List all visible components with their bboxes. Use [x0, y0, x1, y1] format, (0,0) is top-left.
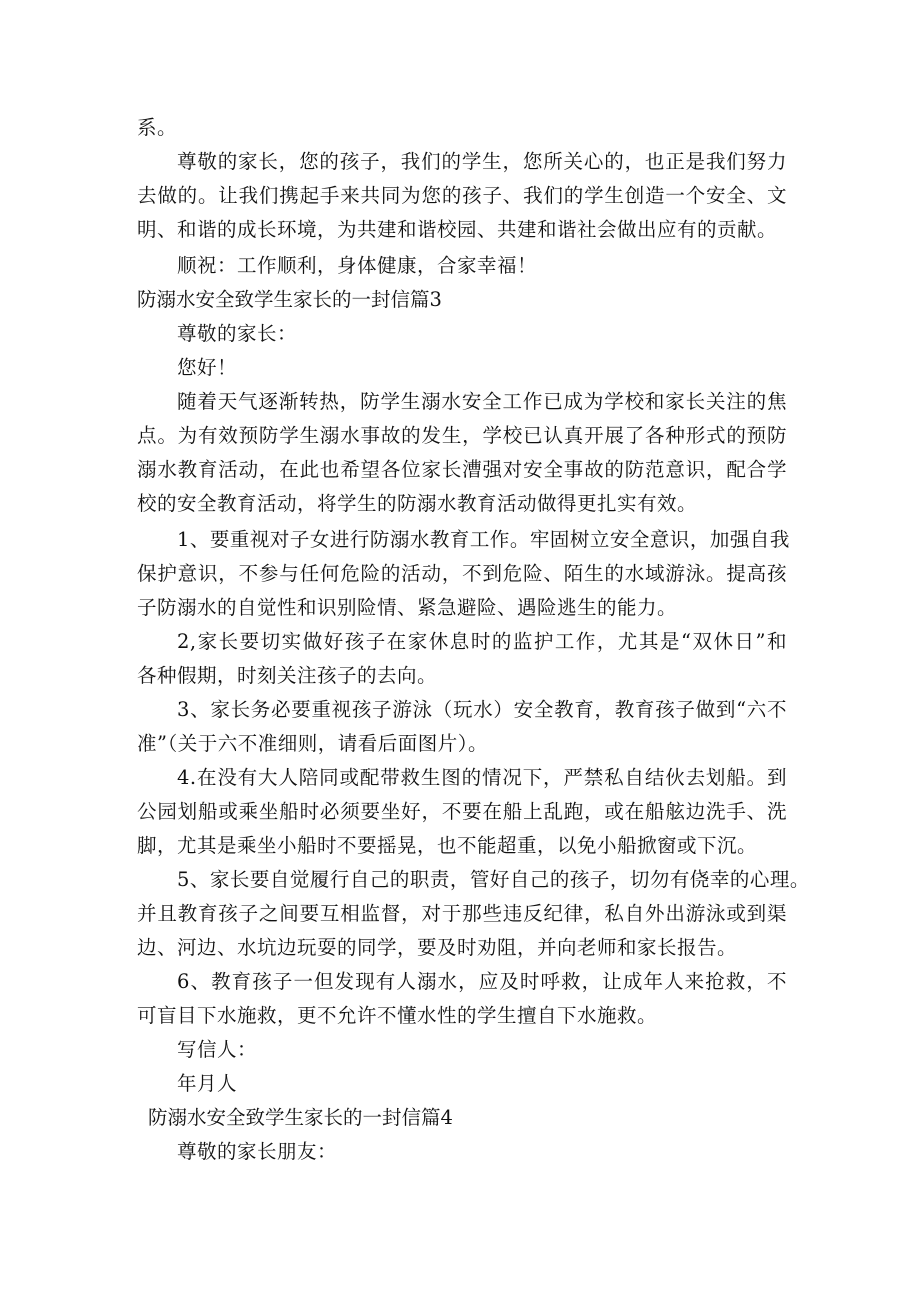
list-item-line: 4.在没有大人陪同或配带救生图的情况下，严禁私自结伙去划船。到 — [177, 766, 787, 789]
list-item-line: 各种假期，时刻关注孩子的去向。 — [137, 664, 438, 687]
list-item-line: 子防溺水的自觉性和识别险情、紧急避险、遇险逃生的能力。 — [137, 596, 678, 619]
paragraph-line: 明、和谐的成长环境，为共建和谐校园、共建和谐社会做出应有的贡献。 — [137, 218, 778, 241]
section-title: 防溺水安全致学生家长的一封信篇4 — [148, 1106, 453, 1129]
closing-line: 顺祝：工作顺利，身体健康，合家幸福！ — [177, 254, 538, 277]
signer-line: 写信人： — [177, 1038, 258, 1061]
list-item-line: 5、家长要自觉履行自己的职责，管好自己的孩子，切勿有侥幸的心理。 — [177, 868, 810, 891]
paragraph-line: 点。为有效预防学生溺水事故的发生，学校已认真开展了各种形式的预防 — [137, 424, 787, 447]
list-item-line: 6、教育孩子一但发现有人溺水，应及时呼救，让成年人来抢救，不 — [177, 970, 787, 993]
list-item-line: 3、家长务必要重视孩子游泳（玩水）安全教育，教育孩子做到“六不 — [177, 698, 787, 721]
salutation: 尊敬的家长： — [177, 322, 298, 345]
paragraph-line: 去做的。让我们携起手来共同为您的孩子、我们的学生创造一个安全、文 — [137, 184, 787, 207]
salutation: 尊敬的家长朋友： — [177, 1140, 338, 1163]
list-item-line: 1、要重视对子女进行防溺水教育工作。牢固树立安全意识，加强自我 — [177, 528, 790, 551]
list-item-line: 公园划船或乘坐船时必须要坐好，不要在船上乱跑，或在船舷边洗手、洗 — [137, 800, 787, 823]
paragraph-line: 随着天气逐渐转热，防学生溺水安全工作已成为学校和家长关注的焦 — [177, 390, 787, 413]
list-item-line: 边、河边、水坑边玩耍的同学，要及时劝阻，并向老师和家长报告。 — [137, 936, 738, 959]
paragraph-tail: 系。 — [137, 116, 178, 139]
list-item-line: 可盲目下水施救，更不允许不懂水性的学生擅自下水施救。 — [137, 1004, 658, 1027]
list-item-line: 并且教育孩子之间要互相监督，对于那些违反纪律，私自外出游泳或到渠 — [137, 902, 787, 925]
list-item-line: 脚，尤其是乘坐小船时不要摇晃，也不能超重，以免小船掀窗或下沉。 — [137, 834, 758, 857]
list-item-line: 保护意识，不参与任何危险的活动，不到危险、陌生的水域游泳。提高孩 — [137, 562, 787, 585]
section-title: 防溺水安全致学生家长的一封信篇3 — [137, 288, 442, 311]
date-line: 年月人 — [177, 1072, 238, 1095]
greeting: 您好！ — [177, 356, 238, 379]
paragraph-line: 溺水教育活动，在此也希望各位家长漕强对安全事故的防范意识，配合学 — [137, 458, 787, 481]
list-item-line: 准”（关于六不准细则，请看后面图片）。 — [137, 732, 488, 755]
list-item-line: 2,家长要切实做好孩子在家休息时的监护工作，尤其是“双休日”和 — [177, 630, 787, 653]
paragraph-line: 校的安全教育活动，将学生的防溺水教育活动做得更扎实有效。 — [137, 492, 698, 515]
paragraph-line: 尊敬的家长，您的孩子，我们的学生，您所关心的，也正是我们努力 — [177, 150, 787, 173]
